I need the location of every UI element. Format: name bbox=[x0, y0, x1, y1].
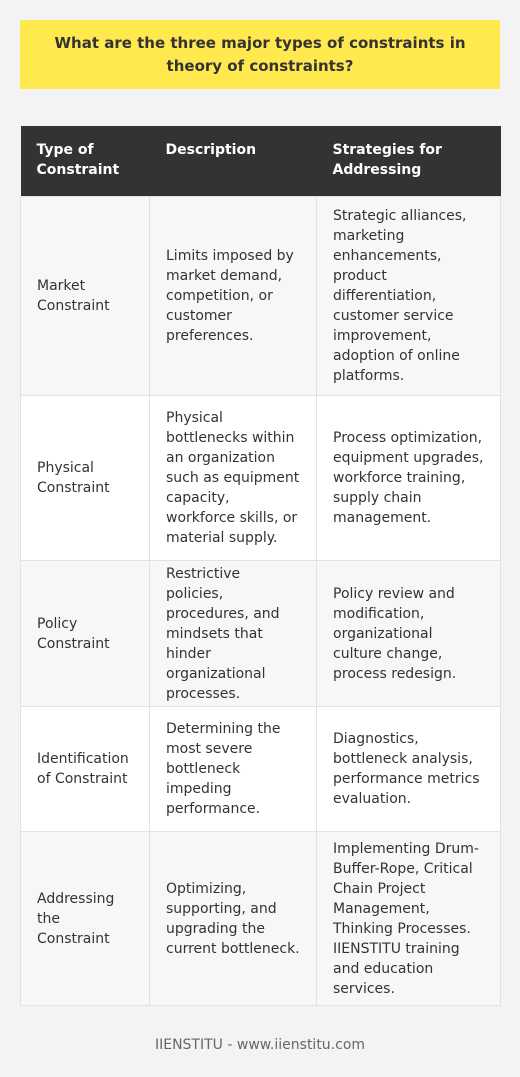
cell-description: Optimizing, supporting, and upgrading the current bottleneck. bbox=[150, 832, 317, 1006]
header-description: Description bbox=[150, 126, 317, 197]
table-row bbox=[21, 396, 501, 561]
cell-strategies: Process optimization, equipment upgrades, workforce training, supply chain management. bbox=[317, 396, 501, 561]
page-title: What are the three major types of constraints in theory of constraints? bbox=[20, 20, 500, 89]
constraints-table bbox=[20, 126, 501, 1006]
footer-credit: IIENSTITU - www.iienstitu.com bbox=[154, 1037, 366, 1053]
cell-strategies: Implementing Drum-Buffer-Rope, Critical Chain Project Management, Thinking Processes. IIENSTITU training and education services. bbox=[317, 832, 501, 1006]
cell-strategies: Diagnostics, bottleneck analysis, performance metrics evaluation. bbox=[317, 707, 501, 832]
cell-type: Identification of Constraint bbox=[21, 707, 150, 832]
table-row bbox=[21, 832, 501, 1006]
table-header-row bbox=[21, 126, 501, 197]
cell-type: Market Constraint bbox=[21, 197, 150, 396]
header-type: Type of Constraint bbox=[21, 126, 150, 197]
table-row bbox=[21, 707, 501, 832]
cell-description: Limits imposed by market demand, competition, or customer preferences. bbox=[150, 197, 317, 396]
cell-type: Physical Constraint bbox=[21, 396, 150, 561]
cell-type: Policy Constraint bbox=[21, 561, 150, 707]
table-row bbox=[21, 561, 501, 707]
cell-description: Physical bottlenecks within an organization such as equipment capacity, workforce skills, or material supply. bbox=[150, 396, 317, 561]
cell-strategies: Strategic alliances, marketing enhancements, product differentiation, customer service improvement, adoption of online platforms. bbox=[317, 197, 501, 396]
cell-description: Determining the most severe bottleneck impeding performance. bbox=[150, 707, 317, 832]
cell-strategies: Policy review and modification, organizational culture change, process redesign. bbox=[317, 561, 501, 707]
cell-type: Addressing the Constraint bbox=[21, 832, 150, 1006]
header-strategies: Strategies for Addressing bbox=[317, 126, 501, 197]
table-row bbox=[21, 197, 501, 396]
cell-description: Restrictive policies, procedures, and mindsets that hinder organizational processes. bbox=[150, 561, 317, 707]
